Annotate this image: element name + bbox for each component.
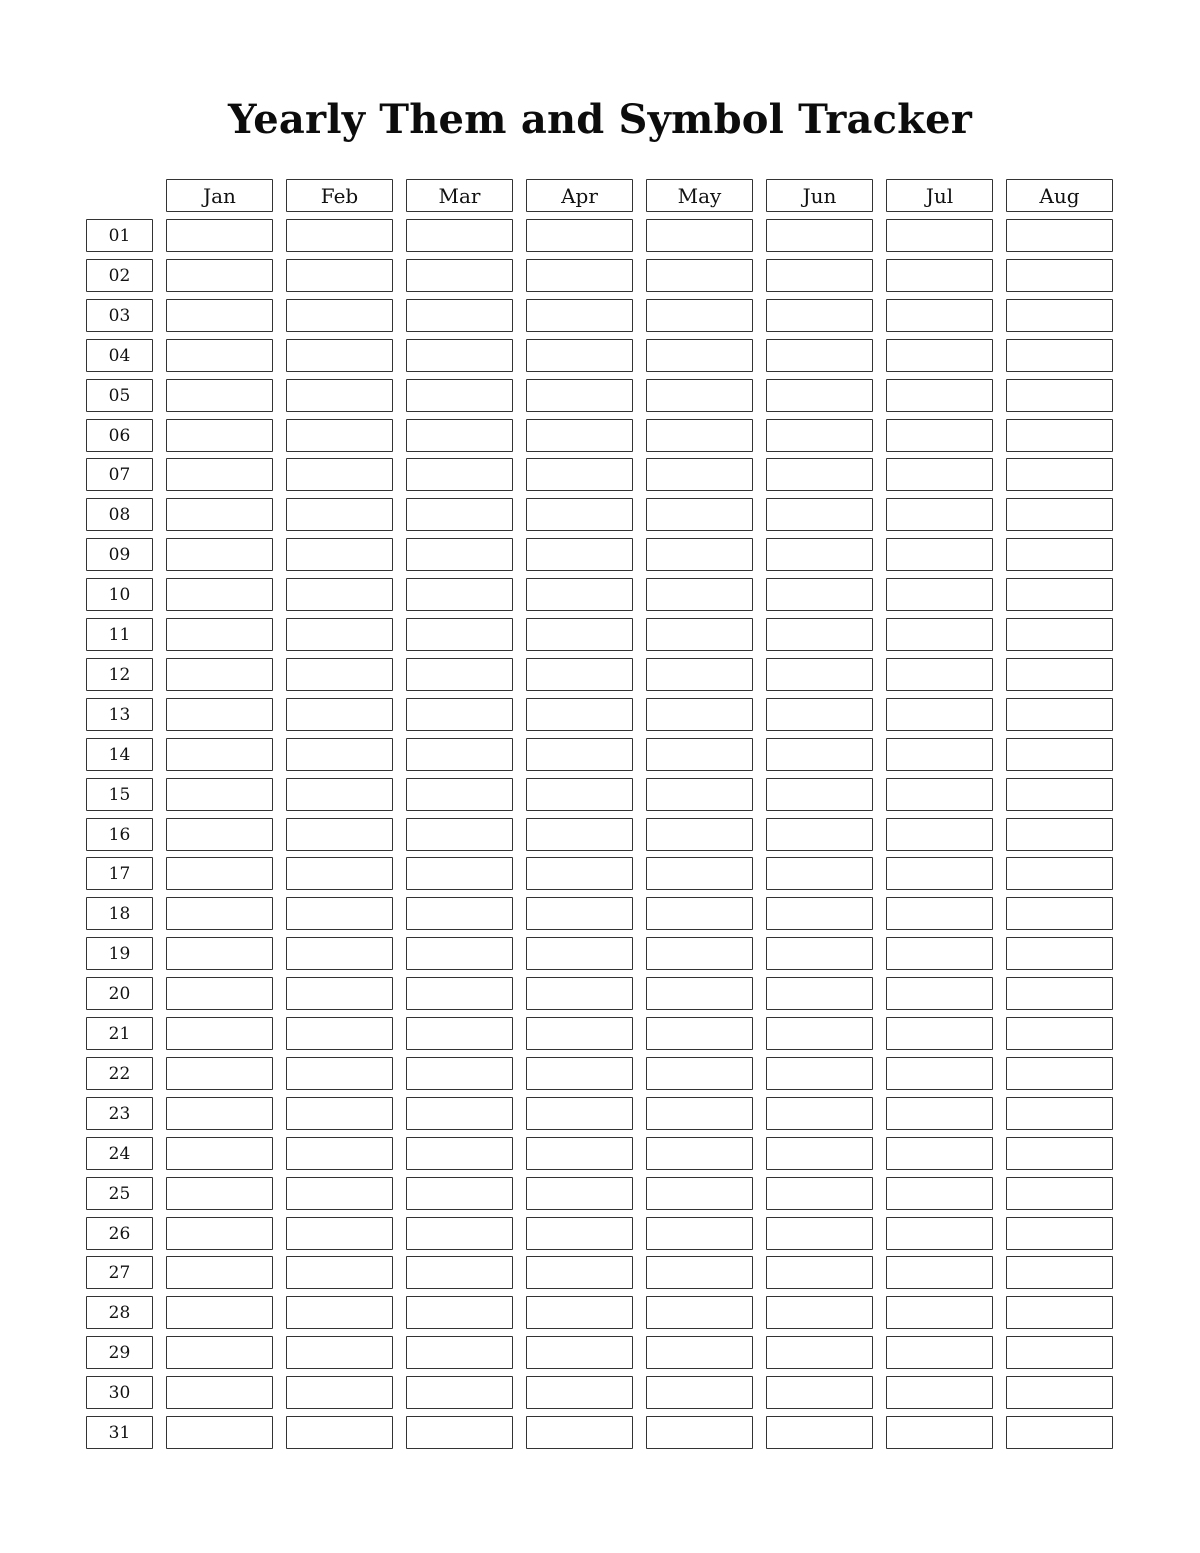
- tracker-cell-apr-01[interactable]: [526, 219, 633, 252]
- tracker-cell-apr-05[interactable]: [526, 379, 633, 412]
- tracker-cell-mar-16[interactable]: [406, 818, 513, 851]
- day-label-15: 15: [86, 778, 153, 811]
- tracker-cell-jul-19[interactable]: [886, 937, 993, 970]
- tracker-cell-jun-21[interactable]: [766, 1017, 873, 1050]
- tracker-cell-jun-30[interactable]: [766, 1376, 873, 1409]
- tracker-cell-mar-03[interactable]: [406, 299, 513, 332]
- day-label-02: 02: [86, 259, 153, 292]
- tracker-cell-jun-04[interactable]: [766, 339, 873, 372]
- tracker-cell-aug-10[interactable]: [1006, 578, 1113, 611]
- tracker-cell-feb-05[interactable]: [286, 379, 393, 412]
- tracker-cell-jun-07[interactable]: [766, 458, 873, 491]
- tracker-cell-aug-05[interactable]: [1006, 379, 1113, 412]
- tracker-cell-feb-20[interactable]: [286, 977, 393, 1010]
- tracker-cell-jan-15[interactable]: [166, 778, 273, 811]
- day-label-19: 19: [86, 937, 153, 970]
- tracker-cell-may-27[interactable]: [646, 1256, 753, 1289]
- tracker-cell-jan-31[interactable]: [166, 1416, 273, 1449]
- tracker-cell-jun-23[interactable]: [766, 1097, 873, 1130]
- tracker-cell-jul-12[interactable]: [886, 658, 993, 691]
- day-label-29: 29: [86, 1336, 153, 1369]
- tracker-cell-jan-02[interactable]: [166, 259, 273, 292]
- tracker-cell-jul-31[interactable]: [886, 1416, 993, 1449]
- tracker-cell-aug-30[interactable]: [1006, 1376, 1113, 1409]
- tracker-cell-jan-30[interactable]: [166, 1376, 273, 1409]
- tracker-cell-jan-23[interactable]: [166, 1097, 273, 1130]
- tracker-cell-feb-01[interactable]: [286, 219, 393, 252]
- tracker-cell-apr-25[interactable]: [526, 1177, 633, 1210]
- tracker-cell-aug-25[interactable]: [1006, 1177, 1113, 1210]
- tracker-cell-jul-23[interactable]: [886, 1097, 993, 1130]
- tracker-cell-mar-17[interactable]: [406, 857, 513, 890]
- tracker-cell-may-12[interactable]: [646, 658, 753, 691]
- tracker-cell-jun-03[interactable]: [766, 299, 873, 332]
- tracker-cell-jan-14[interactable]: [166, 738, 273, 771]
- tracker-cell-jul-16[interactable]: [886, 818, 993, 851]
- tracker-cell-apr-12[interactable]: [526, 658, 633, 691]
- tracker-cell-mar-25[interactable]: [406, 1177, 513, 1210]
- tracker-cell-aug-23[interactable]: [1006, 1097, 1113, 1130]
- tracker-cell-mar-29[interactable]: [406, 1336, 513, 1369]
- tracker-cell-apr-11[interactable]: [526, 618, 633, 651]
- tracker-cell-may-20[interactable]: [646, 977, 753, 1010]
- tracker-cell-aug-03[interactable]: [1006, 299, 1113, 332]
- tracker-cell-jun-14[interactable]: [766, 738, 873, 771]
- tracker-cell-may-16[interactable]: [646, 818, 753, 851]
- tracker-cell-apr-08[interactable]: [526, 498, 633, 531]
- tracker-cell-aug-12[interactable]: [1006, 658, 1113, 691]
- tracker-cell-aug-31[interactable]: [1006, 1416, 1113, 1449]
- tracker-cell-jan-28[interactable]: [166, 1296, 273, 1329]
- tracker-cell-apr-09[interactable]: [526, 538, 633, 571]
- tracker-cell-apr-19[interactable]: [526, 937, 633, 970]
- tracker-cell-apr-02[interactable]: [526, 259, 633, 292]
- tracker-cell-jun-09[interactable]: [766, 538, 873, 571]
- tracker-cell-jul-26[interactable]: [886, 1217, 993, 1250]
- tracker-cell-may-15[interactable]: [646, 778, 753, 811]
- tracker-cell-jul-30[interactable]: [886, 1376, 993, 1409]
- tracker-cell-jul-06[interactable]: [886, 419, 993, 452]
- tracker-cell-aug-01[interactable]: [1006, 219, 1113, 252]
- tracker-cell-mar-05[interactable]: [406, 379, 513, 412]
- tracker-cell-feb-22[interactable]: [286, 1057, 393, 1090]
- day-label-03: 03: [86, 299, 153, 332]
- tracker-cell-jul-02[interactable]: [886, 259, 993, 292]
- day-label-21: 21: [86, 1017, 153, 1050]
- tracker-cell-mar-06[interactable]: [406, 419, 513, 452]
- tracker-cell-mar-08[interactable]: [406, 498, 513, 531]
- tracker-cell-may-30[interactable]: [646, 1376, 753, 1409]
- day-label-04: 04: [86, 339, 153, 372]
- tracker-cell-jan-06[interactable]: [166, 419, 273, 452]
- tracker-cell-aug-19[interactable]: [1006, 937, 1113, 970]
- tracker-cell-feb-31[interactable]: [286, 1416, 393, 1449]
- tracker-cell-jan-12[interactable]: [166, 658, 273, 691]
- page-title: Yearly Them and Symbol Tracker: [228, 96, 972, 143]
- tracker-cell-apr-16[interactable]: [526, 818, 633, 851]
- tracker-cell-jan-16[interactable]: [166, 818, 273, 851]
- month-header-jan: Jan: [166, 179, 273, 212]
- tracker-cell-feb-19[interactable]: [286, 937, 393, 970]
- tracker-cell-jul-20[interactable]: [886, 977, 993, 1010]
- tracker-cell-mar-20[interactable]: [406, 977, 513, 1010]
- tracker-cell-feb-27[interactable]: [286, 1256, 393, 1289]
- tracker-cell-apr-29[interactable]: [526, 1336, 633, 1369]
- tracker-cell-jul-17[interactable]: [886, 857, 993, 890]
- tracker-cell-apr-10[interactable]: [526, 578, 633, 611]
- tracker-cell-feb-07[interactable]: [286, 458, 393, 491]
- day-label-16: 16: [86, 818, 153, 851]
- tracker-cell-feb-02[interactable]: [286, 259, 393, 292]
- tracker-cell-feb-21[interactable]: [286, 1017, 393, 1050]
- tracker-cell-jan-17[interactable]: [166, 857, 273, 890]
- tracker-cell-may-11[interactable]: [646, 618, 753, 651]
- month-header-may: May: [646, 179, 753, 212]
- tracker-cell-aug-26[interactable]: [1006, 1217, 1113, 1250]
- tracker-cell-apr-18[interactable]: [526, 897, 633, 930]
- tracker-cell-jan-22[interactable]: [166, 1057, 273, 1090]
- tracker-cell-feb-26[interactable]: [286, 1217, 393, 1250]
- tracker-cell-may-02[interactable]: [646, 259, 753, 292]
- tracker-cell-jun-01[interactable]: [766, 219, 873, 252]
- tracker-cell-aug-16[interactable]: [1006, 818, 1113, 851]
- day-label-05: 05: [86, 379, 153, 412]
- tracker-cell-mar-12[interactable]: [406, 658, 513, 691]
- tracker-cell-feb-06[interactable]: [286, 419, 393, 452]
- tracker-cell-jun-29[interactable]: [766, 1336, 873, 1369]
- month-header-jun: Jun: [766, 179, 873, 212]
- day-label-28: 28: [86, 1296, 153, 1329]
- tracker-cell-aug-11[interactable]: [1006, 618, 1113, 651]
- tracker-cell-jan-29[interactable]: [166, 1336, 273, 1369]
- tracker-cell-jan-01[interactable]: [166, 219, 273, 252]
- tracker-cell-aug-29[interactable]: [1006, 1336, 1113, 1369]
- tracker-cell-apr-31[interactable]: [526, 1416, 633, 1449]
- month-header-mar: Mar: [406, 179, 513, 212]
- tracker-cell-may-21[interactable]: [646, 1017, 753, 1050]
- tracker-cell-mar-23[interactable]: [406, 1097, 513, 1130]
- tracker-cell-apr-03[interactable]: [526, 299, 633, 332]
- tracker-cell-jan-09[interactable]: [166, 538, 273, 571]
- tracker-cell-jul-21[interactable]: [886, 1017, 993, 1050]
- tracker-cell-apr-20[interactable]: [526, 977, 633, 1010]
- tracker-cell-jul-08[interactable]: [886, 498, 993, 531]
- day-label-22: 22: [86, 1057, 153, 1090]
- tracker-cell-jul-13[interactable]: [886, 698, 993, 731]
- tracker-cell-feb-14[interactable]: [286, 738, 393, 771]
- day-label-26: 26: [86, 1217, 153, 1250]
- tracker-cell-may-31[interactable]: [646, 1416, 753, 1449]
- tracker-cell-feb-16[interactable]: [286, 818, 393, 851]
- tracker-cell-aug-28[interactable]: [1006, 1296, 1113, 1329]
- tracker-cell-aug-15[interactable]: [1006, 778, 1113, 811]
- tracker-cell-may-17[interactable]: [646, 857, 753, 890]
- tracker-cell-jan-05[interactable]: [166, 379, 273, 412]
- day-label-13: 13: [86, 698, 153, 731]
- tracker-cell-feb-11[interactable]: [286, 618, 393, 651]
- tracker-cell-may-26[interactable]: [646, 1217, 753, 1250]
- tracker-cell-may-24[interactable]: [646, 1137, 753, 1170]
- tracker-cell-jun-13[interactable]: [766, 698, 873, 731]
- tracker-cell-may-01[interactable]: [646, 219, 753, 252]
- day-label-31: 31: [86, 1416, 153, 1449]
- tracker-cell-may-18[interactable]: [646, 897, 753, 930]
- tracker-cell-may-08[interactable]: [646, 498, 753, 531]
- tracker-cell-mar-30[interactable]: [406, 1376, 513, 1409]
- tracker-cell-aug-07[interactable]: [1006, 458, 1113, 491]
- tracker-cell-may-13[interactable]: [646, 698, 753, 731]
- tracker-cell-may-19[interactable]: [646, 937, 753, 970]
- tracker-cell-jul-10[interactable]: [886, 578, 993, 611]
- day-label-25: 25: [86, 1177, 153, 1210]
- tracker-cell-jun-15[interactable]: [766, 778, 873, 811]
- tracker-cell-jan-13[interactable]: [166, 698, 273, 731]
- tracker-cell-feb-15[interactable]: [286, 778, 393, 811]
- tracker-cell-aug-06[interactable]: [1006, 419, 1113, 452]
- month-header-apr: Apr: [526, 179, 633, 212]
- tracker-cell-jul-29[interactable]: [886, 1336, 993, 1369]
- tracker-cell-jun-08[interactable]: [766, 498, 873, 531]
- tracker-cell-jun-02[interactable]: [766, 259, 873, 292]
- day-label-18: 18: [86, 897, 153, 930]
- tracker-cell-jul-01[interactable]: [886, 219, 993, 252]
- tracker-cell-apr-17[interactable]: [526, 857, 633, 890]
- tracker-cell-aug-13[interactable]: [1006, 698, 1113, 731]
- day-label-14: 14: [86, 738, 153, 771]
- tracker-cell-apr-23[interactable]: [526, 1097, 633, 1130]
- tracker-cell-jun-26[interactable]: [766, 1217, 873, 1250]
- tracker-cell-jun-28[interactable]: [766, 1296, 873, 1329]
- tracker-cell-jul-27[interactable]: [886, 1256, 993, 1289]
- tracker-cell-apr-13[interactable]: [526, 698, 633, 731]
- tracker-cell-feb-30[interactable]: [286, 1376, 393, 1409]
- tracker-cell-jul-04[interactable]: [886, 339, 993, 372]
- tracker-cell-mar-21[interactable]: [406, 1017, 513, 1050]
- tracker-cell-aug-04[interactable]: [1006, 339, 1113, 372]
- day-label-20: 20: [86, 977, 153, 1010]
- tracker-cell-aug-24[interactable]: [1006, 1137, 1113, 1170]
- tracker-cell-feb-29[interactable]: [286, 1336, 393, 1369]
- tracker-cell-jun-05[interactable]: [766, 379, 873, 412]
- tracker-cell-mar-15[interactable]: [406, 778, 513, 811]
- tracker-cell-apr-21[interactable]: [526, 1017, 633, 1050]
- tracker-cell-may-07[interactable]: [646, 458, 753, 491]
- tracker-cell-feb-09[interactable]: [286, 538, 393, 571]
- tracker-cell-feb-28[interactable]: [286, 1296, 393, 1329]
- month-header-jul: Jul: [886, 179, 993, 212]
- tracker-cell-feb-03[interactable]: [286, 299, 393, 332]
- tracker-cell-jan-27[interactable]: [166, 1256, 273, 1289]
- tracker-cell-jul-28[interactable]: [886, 1296, 993, 1329]
- tracker-cell-jan-11[interactable]: [166, 618, 273, 651]
- tracker-cell-aug-14[interactable]: [1006, 738, 1113, 771]
- tracker-cell-apr-30[interactable]: [526, 1376, 633, 1409]
- tracker-cell-jul-15[interactable]: [886, 778, 993, 811]
- tracker-cell-jul-14[interactable]: [886, 738, 993, 771]
- tracker-cell-may-04[interactable]: [646, 339, 753, 372]
- tracker-cell-jun-18[interactable]: [766, 897, 873, 930]
- tracker-cell-jan-20[interactable]: [166, 977, 273, 1010]
- tracker-cell-jun-20[interactable]: [766, 977, 873, 1010]
- tracker-cell-mar-24[interactable]: [406, 1137, 513, 1170]
- tracker-cell-jul-22[interactable]: [886, 1057, 993, 1090]
- tracker-cell-jan-03[interactable]: [166, 299, 273, 332]
- tracker-cell-apr-14[interactable]: [526, 738, 633, 771]
- tracker-cell-jan-18[interactable]: [166, 897, 273, 930]
- tracker-cell-mar-31[interactable]: [406, 1416, 513, 1449]
- tracker-cell-jul-05[interactable]: [886, 379, 993, 412]
- tracker-cell-jun-27[interactable]: [766, 1256, 873, 1289]
- tracker-cell-mar-14[interactable]: [406, 738, 513, 771]
- day-label-09: 09: [86, 538, 153, 571]
- tracker-cell-jun-16[interactable]: [766, 818, 873, 851]
- tracker-cell-may-03[interactable]: [646, 299, 753, 332]
- tracker-cell-jul-09[interactable]: [886, 538, 993, 571]
- tracker-cell-apr-28[interactable]: [526, 1296, 633, 1329]
- tracker-cell-aug-17[interactable]: [1006, 857, 1113, 890]
- tracker-cell-feb-13[interactable]: [286, 698, 393, 731]
- tracker-cell-apr-06[interactable]: [526, 419, 633, 452]
- tracker-cell-may-06[interactable]: [646, 419, 753, 452]
- tracker-cell-may-14[interactable]: [646, 738, 753, 771]
- tracker-cell-jan-19[interactable]: [166, 937, 273, 970]
- tracker-cell-jul-24[interactable]: [886, 1137, 993, 1170]
- tracker-cell-mar-28[interactable]: [406, 1296, 513, 1329]
- tracker-cell-jan-10[interactable]: [166, 578, 273, 611]
- tracker-cell-may-05[interactable]: [646, 379, 753, 412]
- tracker-cell-mar-11[interactable]: [406, 618, 513, 651]
- tracker-cell-apr-26[interactable]: [526, 1217, 633, 1250]
- day-label-08: 08: [86, 498, 153, 531]
- tracker-cell-feb-24[interactable]: [286, 1137, 393, 1170]
- tracker-cell-jun-10[interactable]: [766, 578, 873, 611]
- tracker-cell-mar-22[interactable]: [406, 1057, 513, 1090]
- tracker-cell-may-22[interactable]: [646, 1057, 753, 1090]
- tracker-cell-jul-03[interactable]: [886, 299, 993, 332]
- tracker-cell-mar-26[interactable]: [406, 1217, 513, 1250]
- tracker-cell-jul-25[interactable]: [886, 1177, 993, 1210]
- tracker-cell-mar-13[interactable]: [406, 698, 513, 731]
- tracker-cell-jan-24[interactable]: [166, 1137, 273, 1170]
- tracker-cell-jan-26[interactable]: [166, 1217, 273, 1250]
- tracker-cell-jun-31[interactable]: [766, 1416, 873, 1449]
- tracker-cell-may-28[interactable]: [646, 1296, 753, 1329]
- tracker-cell-aug-09[interactable]: [1006, 538, 1113, 571]
- day-label-10: 10: [86, 578, 153, 611]
- tracker-cell-jan-25[interactable]: [166, 1177, 273, 1210]
- tracker-cell-may-25[interactable]: [646, 1177, 753, 1210]
- day-label-24: 24: [86, 1137, 153, 1170]
- tracker-cell-jul-07[interactable]: [886, 458, 993, 491]
- tracker-cell-aug-08[interactable]: [1006, 498, 1113, 531]
- tracker-cell-aug-20[interactable]: [1006, 977, 1113, 1010]
- day-label-12: 12: [86, 658, 153, 691]
- tracker-cell-feb-10[interactable]: [286, 578, 393, 611]
- tracker-cell-jan-21[interactable]: [166, 1017, 273, 1050]
- tracker-cell-aug-21[interactable]: [1006, 1017, 1113, 1050]
- tracker-cell-apr-07[interactable]: [526, 458, 633, 491]
- tracker-cell-aug-18[interactable]: [1006, 897, 1113, 930]
- tracker-cell-aug-27[interactable]: [1006, 1256, 1113, 1289]
- tracker-cell-apr-24[interactable]: [526, 1137, 633, 1170]
- tracker-cell-apr-27[interactable]: [526, 1256, 633, 1289]
- tracker-cell-may-10[interactable]: [646, 578, 753, 611]
- tracker-cell-jan-07[interactable]: [166, 458, 273, 491]
- tracker-cell-mar-27[interactable]: [406, 1256, 513, 1289]
- tracker-cell-may-09[interactable]: [646, 538, 753, 571]
- day-label-30: 30: [86, 1376, 153, 1409]
- tracker-cell-jul-18[interactable]: [886, 897, 993, 930]
- tracker-cell-feb-12[interactable]: [286, 658, 393, 691]
- tracker-cell-mar-18[interactable]: [406, 897, 513, 930]
- tracker-cell-jun-19[interactable]: [766, 937, 873, 970]
- tracker-cell-jun-25[interactable]: [766, 1177, 873, 1210]
- tracker-cell-feb-18[interactable]: [286, 897, 393, 930]
- day-label-27: 27: [86, 1256, 153, 1289]
- day-label-07: 07: [86, 458, 153, 491]
- tracker-cell-jun-22[interactable]: [766, 1057, 873, 1090]
- tracker-cell-aug-22[interactable]: [1006, 1057, 1113, 1090]
- month-header-aug: Aug: [1006, 179, 1113, 212]
- tracker-cell-feb-23[interactable]: [286, 1097, 393, 1130]
- tracker-cell-apr-22[interactable]: [526, 1057, 633, 1090]
- tracker-cell-jun-11[interactable]: [766, 618, 873, 651]
- tracker-cell-mar-09[interactable]: [406, 538, 513, 571]
- day-label-11: 11: [86, 618, 153, 651]
- tracker-cell-jul-11[interactable]: [886, 618, 993, 651]
- tracker-cell-may-29[interactable]: [646, 1336, 753, 1369]
- day-label-17: 17: [86, 857, 153, 890]
- tracker-cell-mar-04[interactable]: [406, 339, 513, 372]
- tracker-cell-feb-17[interactable]: [286, 857, 393, 890]
- day-label-23: 23: [86, 1097, 153, 1130]
- tracker-cell-jan-08[interactable]: [166, 498, 273, 531]
- tracker-cell-jun-12[interactable]: [766, 658, 873, 691]
- tracker-cell-jun-06[interactable]: [766, 419, 873, 452]
- tracker-cell-mar-02[interactable]: [406, 259, 513, 292]
- tracker-cell-feb-08[interactable]: [286, 498, 393, 531]
- tracker-cell-mar-07[interactable]: [406, 458, 513, 491]
- tracker-cell-jun-17[interactable]: [766, 857, 873, 890]
- tracker-cell-jan-04[interactable]: [166, 339, 273, 372]
- day-label-06: 06: [86, 419, 153, 452]
- tracker-cell-feb-25[interactable]: [286, 1177, 393, 1210]
- month-header-feb: Feb: [286, 179, 393, 212]
- tracker-cell-mar-10[interactable]: [406, 578, 513, 611]
- tracker-cell-apr-04[interactable]: [526, 339, 633, 372]
- tracker-cell-mar-01[interactable]: [406, 219, 513, 252]
- tracker-cell-apr-15[interactable]: [526, 778, 633, 811]
- tracker-cell-feb-04[interactable]: [286, 339, 393, 372]
- tracker-cell-mar-19[interactable]: [406, 937, 513, 970]
- day-label-01: 01: [86, 219, 153, 252]
- tracker-cell-jun-24[interactable]: [766, 1137, 873, 1170]
- tracker-cell-may-23[interactable]: [646, 1097, 753, 1130]
- tracker-cell-aug-02[interactable]: [1006, 259, 1113, 292]
